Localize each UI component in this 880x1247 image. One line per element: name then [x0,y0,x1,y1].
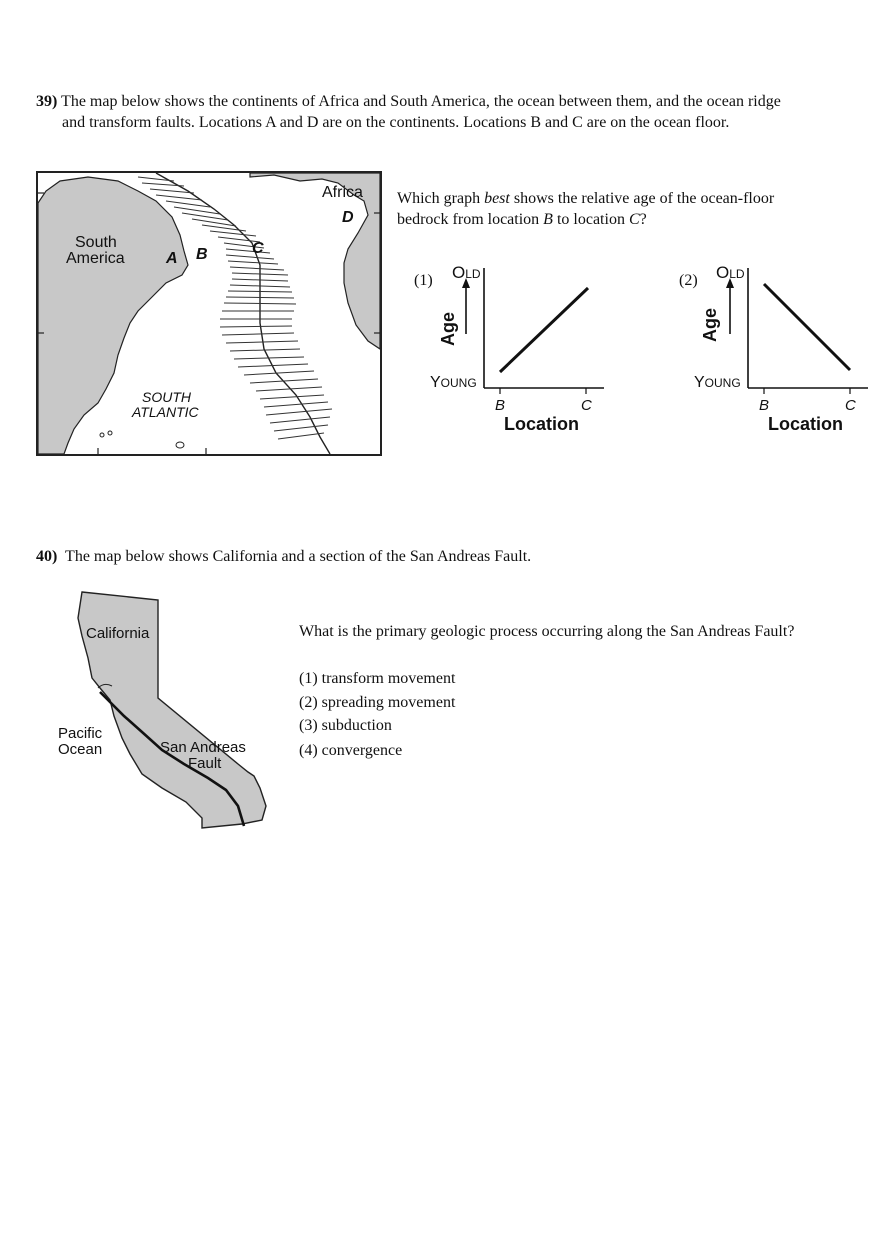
graph2-x-axis-label: Location [768,414,843,434]
graph2-option-label: (2) [679,272,698,289]
label-south: South [75,234,117,251]
q39-question-c: C [628,211,640,228]
label-america: America [66,250,125,267]
graph1-y-bottom: YOUNG [430,374,477,391]
graph1-svg [426,262,616,438]
graph1-x-left: B [495,397,506,414]
q39-question-line1 [397,188,774,209]
q40-question: What is the primary geologic process occurring along the San Andreas Fault? [299,623,795,640]
atlantic-ridge-map [36,171,382,456]
label-atlantic: ATLANTIC [132,404,199,420]
label-location-d: D [342,209,354,226]
california-map [52,588,274,834]
island-3 [108,431,112,435]
graph2-y-bottom: YOUNG [694,374,741,391]
graph1-x-right: C [581,397,592,414]
q40-option-3[interactable]: (3) subduction [299,717,392,734]
label-fault: Fault [188,755,222,772]
q39-question-part2: shows the relative age of the ocean-floor [509,190,775,207]
graph2-y-top: OLD [716,263,745,282]
q39-question-line2a: bedrock from location [397,211,544,228]
label-south-ocean: SOUTH [142,389,191,405]
q39-question-line2b: to location [552,211,629,228]
q39-stem-line1 [36,91,781,112]
graph2-trend-line [764,284,850,370]
q39-question-emph: best [484,190,510,207]
q40-stem [36,546,531,567]
q40-option-1[interactable]: (1) transform movement [299,670,456,687]
graph1-option-label: (1) [414,272,433,289]
q39-question-line2c: ? [639,211,647,228]
q39-question-part1: Which graph [397,190,485,207]
label-ocean: Ocean [58,741,103,758]
graph2-x-left: B [759,397,770,414]
label-california: California [86,625,150,642]
q39-number: 39) [36,93,58,110]
q39-stem-line2: and transform faults. Locations A and D are on the continents. Locations B and C are on the ocean floor. [62,114,730,131]
graph1-x-axis-label: Location [504,414,579,434]
q40-option-2[interactable]: (2) spreading movement [299,694,456,711]
graph2-svg [690,262,880,438]
graph1-y-top: OLD [452,263,481,282]
graph2-y-axis-label: Age [700,307,720,342]
q39-question-line2 [397,209,647,230]
island-2 [100,433,104,437]
q40-option-4[interactable]: (4) convergence [299,742,403,759]
label-location-c: C [252,240,264,257]
label-africa: Africa [322,184,363,201]
q39-stem-text: The map below shows the continents of Africa and South America, the ocean between them, and the ocean ridge [61,93,781,110]
label-location-b: B [196,246,208,263]
label-pacific: Pacific [58,725,103,742]
q40-stem-text: The map below shows California and a section of the San Andreas Fault. [65,548,532,565]
q39-question-b: B [543,211,553,228]
graph2-x-right: C [845,397,856,414]
graph1-trend-line [500,288,588,372]
island-1 [176,442,184,448]
atlantic-map-svg [38,173,380,454]
q40-number: 40) [36,548,58,565]
label-san-andreas: San Andreas [160,739,246,756]
graph1-y-axis-label: Age [438,311,458,346]
label-location-a: A [166,250,178,267]
